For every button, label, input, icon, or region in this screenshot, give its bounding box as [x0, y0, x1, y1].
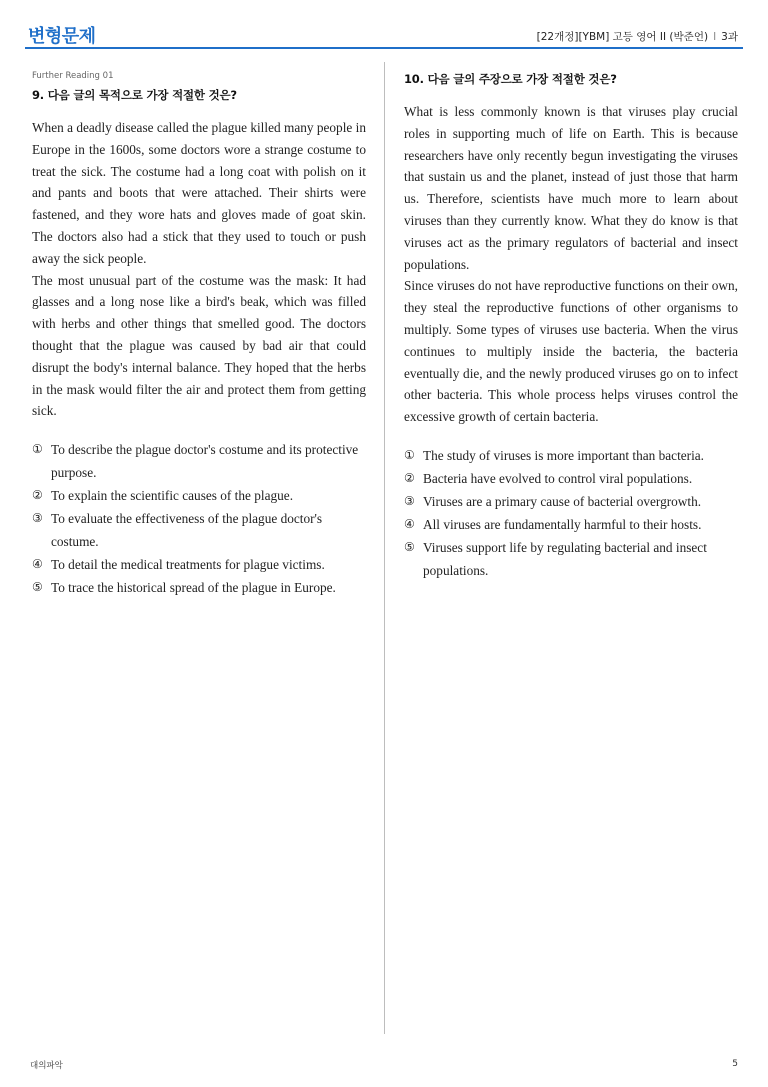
answer-option[interactable] [32, 553, 366, 576]
answer-options-10 [404, 444, 738, 582]
answer-option[interactable] [32, 484, 366, 507]
section-label: Further Reading 01 [32, 71, 114, 81]
course-info: [22개정][YBM] 고등 영어 II (박준언) [536, 31, 709, 43]
answer-option[interactable] [404, 513, 738, 536]
option-text: To evaluate the effectiveness of the plague doctor's costume. [51, 511, 323, 550]
header-separator: I [713, 31, 717, 43]
option-text: The study of viruses is more important than bacteria. [423, 447, 705, 463]
option-text: Bacteria have evolved to control viral populations. [423, 470, 693, 486]
option-text: To describe the plague doctor's costume and its protective purpose. [51, 442, 359, 481]
option-number: ② [32, 488, 43, 503]
option-text: To detail the medical treatments for plague victims. [51, 557, 325, 573]
passage-paragraph: When a deadly disease called the plague killed many people in Europe in the 1600s, some doctors wore a strange costume to treat the sick. The costume had a long coat with polish on it and pants and boots that were attached. Their shirts were fastened, and they wore hats and gloves made of goat skin. The doctors also had a stick that they used to touch or push away the sick people. [32, 120, 366, 266]
option-text: To explain the scientific causes of the plague. [51, 488, 294, 504]
option-text: Viruses are a primary cause of bacterial overgrowth. [423, 493, 702, 509]
column-divider [384, 62, 385, 1034]
option-number: ③ [32, 511, 43, 526]
page-title: 변형문제 [28, 26, 96, 47]
answer-option[interactable] [404, 467, 738, 490]
option-text: To trace the historical spread of the plague in Europe. [51, 580, 336, 596]
answer-option[interactable] [32, 576, 366, 599]
right-column [404, 71, 738, 582]
passage-10 [404, 101, 738, 428]
answer-options-9 [32, 438, 366, 599]
option-text: All viruses are fundamentally harmful to their hosts. [423, 516, 702, 532]
answer-option[interactable] [404, 536, 738, 582]
header-meta [537, 29, 738, 44]
left-column [32, 71, 366, 599]
passage-paragraph: Since viruses do not have reproductive functions on their own, they steal the reproductive functions of other organisms to multiply. Some types of viruses use bacteria. When the virus continues to multiply inside the bacteria, the bacteria eventually die, and the newly produced viruses go on to infect other bacteria. This whole process helps viruses control the excessive growth of certain bacteria. [404, 278, 738, 425]
option-number: ④ [404, 516, 415, 531]
answer-option[interactable] [32, 438, 366, 484]
answer-option[interactable] [404, 490, 738, 513]
passage-9 [32, 117, 366, 422]
option-text: Viruses support life by regulating bacterial and insect populations. [423, 539, 707, 578]
lesson-label: 3과 [721, 31, 738, 43]
option-number: ④ [32, 557, 43, 572]
answer-option[interactable] [404, 444, 738, 467]
page-number: 5 [732, 1059, 738, 1069]
option-number: ① [32, 442, 43, 457]
option-number: ③ [404, 493, 415, 508]
footer-label: 대의파악 [30, 1061, 63, 1071]
question-9: 9. 다음 글의 목적으로 가장 적절한 것은? [32, 88, 237, 102]
answer-option[interactable] [32, 507, 366, 553]
passage-paragraph: What is less commonly known is that viruses play crucial roles in supporting much of life on Earth. This is because researchers have only recently begun investigating the viruses that sustain us and the planet, instead of just those that harm us. Therefore, scientists have much more to learn about viruses than they currently know. What they do know is that viruses act as the primary regulators of bacterial and insect populations. [404, 104, 738, 272]
passage-paragraph: The most unusual part of the costume was the mask: It had glasses and a long nose like a bird's beak, which was filled with herbs and other things that smelled good. The doctors thought that the plague was caused by bad air that could disrupt the body's internal balance. They hoped that the herbs in the mask would filter the air and protect them from getting sick. [32, 272, 366, 419]
option-number: ① [404, 447, 415, 462]
header-rule [25, 47, 743, 49]
question-10: 10. 다음 글의 주장으로 가장 적절한 것은? [404, 72, 617, 86]
option-number: ② [404, 470, 415, 485]
option-number: ⑤ [404, 539, 415, 554]
option-number: ⑤ [32, 580, 43, 595]
